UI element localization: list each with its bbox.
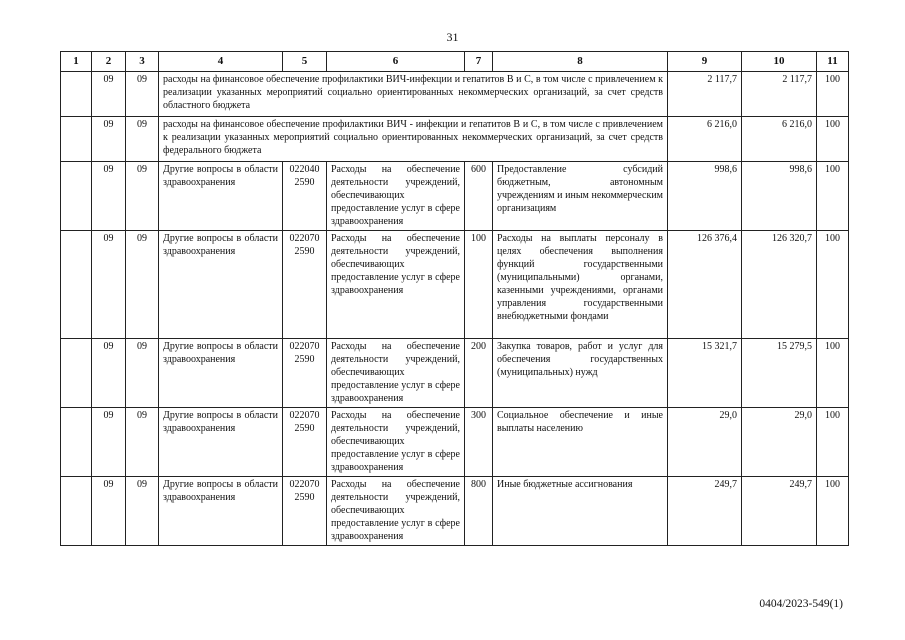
document-code: 0404/2023-549(1) [759,598,843,610]
target-article-name: Расходы на обеспечение деятельности учреждений, обеспечивающих предоставление услуг в сфере здравоохранения [327,339,465,408]
section-code: 09 [92,72,126,117]
subsection-code: 09 [126,117,159,162]
execution-percent: 100 [817,339,849,408]
subsection-code: 09 [126,339,159,408]
planned-amount: 998,6 [668,162,742,231]
col1-cell [61,117,92,162]
execution-percent: 100 [817,162,849,231]
subsection-name: Другие вопросы в области здравоохранения [159,339,283,408]
column-header: 4 [159,52,283,72]
planned-amount: 29,0 [668,408,742,477]
planned-amount: 2 117,7 [668,72,742,117]
budget-table [60,51,849,546]
actual-amount: 126 320,7 [742,231,817,339]
section-code: 09 [92,477,126,546]
actual-amount: 998,6 [742,162,817,231]
planned-amount: 249,7 [668,477,742,546]
subsection-name: Другие вопросы в области здравоохранения [159,477,283,546]
expense-type-name: Социальное обеспечение и иные выплаты населению [493,408,668,477]
expense-type-name: Иные бюджетные ассигнования [493,477,668,546]
expense-type-code: 100 [465,231,493,339]
table-row [61,72,849,117]
header-row [61,52,849,72]
target-article-code: 022070 2590 [283,408,327,477]
col1-cell [61,408,92,477]
subsection-code: 09 [126,408,159,477]
execution-percent: 100 [817,477,849,546]
table-row [61,231,849,339]
section-code: 09 [92,339,126,408]
actual-amount: 29,0 [742,408,817,477]
section-code: 09 [92,408,126,477]
col1-cell [61,231,92,339]
column-header: 6 [327,52,465,72]
expense-description: расходы на финансовое обеспечение профилактики ВИЧ - инфекции и гепатитов В и С, в том числе с привлечением к реализации указанных мероприятий социально ориентированных некоммерческих организаций, за счет средств федерального бюджета [159,117,668,162]
subsection-code: 09 [126,477,159,546]
subsection-name: Другие вопросы в области здравоохранения [159,408,283,477]
target-article-code: 022070 2590 [283,231,327,339]
column-header: 2 [92,52,126,72]
col1-cell [61,477,92,546]
actual-amount: 249,7 [742,477,817,546]
col1-cell [61,162,92,231]
subsection-code: 09 [126,72,159,117]
expense-type-code: 600 [465,162,493,231]
target-article-name: Расходы на обеспечение деятельности учреждений, обеспечивающих предоставление услуг в сфере здравоохранения [327,231,465,339]
expense-type-code: 200 [465,339,493,408]
target-article-name: Расходы на обеспечение деятельности учреждений, обеспечивающих предоставление услуг в сфере здравоохранения [327,162,465,231]
planned-amount: 15 321,7 [668,339,742,408]
table-body [61,72,849,546]
execution-percent: 100 [817,408,849,477]
expense-description: расходы на финансовое обеспечение профилактики ВИЧ-инфекции и гепатитов В и С, в том числе с привлечением к реализации указанных мероприятий социально ориентированных некоммерческих организаций, за счет средств областного бюджета [159,72,668,117]
table-row [61,408,849,477]
subsection-name: Другие вопросы в области здравоохранения [159,231,283,339]
execution-percent: 100 [817,231,849,339]
subsection-code: 09 [126,162,159,231]
col1-cell [61,339,92,408]
subsection-code: 09 [126,231,159,339]
table-row [61,117,849,162]
column-header: 9 [668,52,742,72]
target-article-name: Расходы на обеспечение деятельности учреждений, обеспечивающих предоставление услуг в сфере здравоохранения [327,408,465,477]
column-header: 8 [493,52,668,72]
target-article-code: 022070 2590 [283,477,327,546]
target-article-name: Расходы на обеспечение деятельности учреждений, обеспечивающих предоставление услуг в сфере здравоохранения [327,477,465,546]
target-article-code: 022040 2590 [283,162,327,231]
section-code: 09 [92,162,126,231]
execution-percent: 100 [817,117,849,162]
column-header: 11 [817,52,849,72]
column-header: 3 [126,52,159,72]
column-header: 7 [465,52,493,72]
expense-type-code: 300 [465,408,493,477]
column-header: 5 [283,52,327,72]
actual-amount: 15 279,5 [742,339,817,408]
planned-amount: 126 376,4 [668,231,742,339]
actual-amount: 6 216,0 [742,117,817,162]
execution-percent: 100 [817,72,849,117]
target-article-code: 022070 2590 [283,339,327,408]
expense-type-name: Закупка товаров, работ и услуг для обеспечения государственных (муниципальных) нужд [493,339,668,408]
column-header: 10 [742,52,817,72]
actual-amount: 2 117,7 [742,72,817,117]
table-row [61,162,849,231]
section-code: 09 [92,117,126,162]
table-row [61,339,849,408]
table-row [61,477,849,546]
expense-type-code: 800 [465,477,493,546]
expense-type-name: Предоставление субсидий бюджетным, автономным учреждениям и иным некоммерческим организациям [493,162,668,231]
col1-cell [61,72,92,117]
page-number: 31 [446,30,459,44]
expense-type-name: Расходы на выплаты персоналу в целях обеспечения выполнения функций государственными (муниципальными) органами, казенными учреждениями, органами управления государственными внебюджетными фондами [493,231,668,339]
column-header: 1 [61,52,92,72]
section-code: 09 [92,231,126,339]
subsection-name: Другие вопросы в области здравоохранения [159,162,283,231]
planned-amount: 6 216,0 [668,117,742,162]
